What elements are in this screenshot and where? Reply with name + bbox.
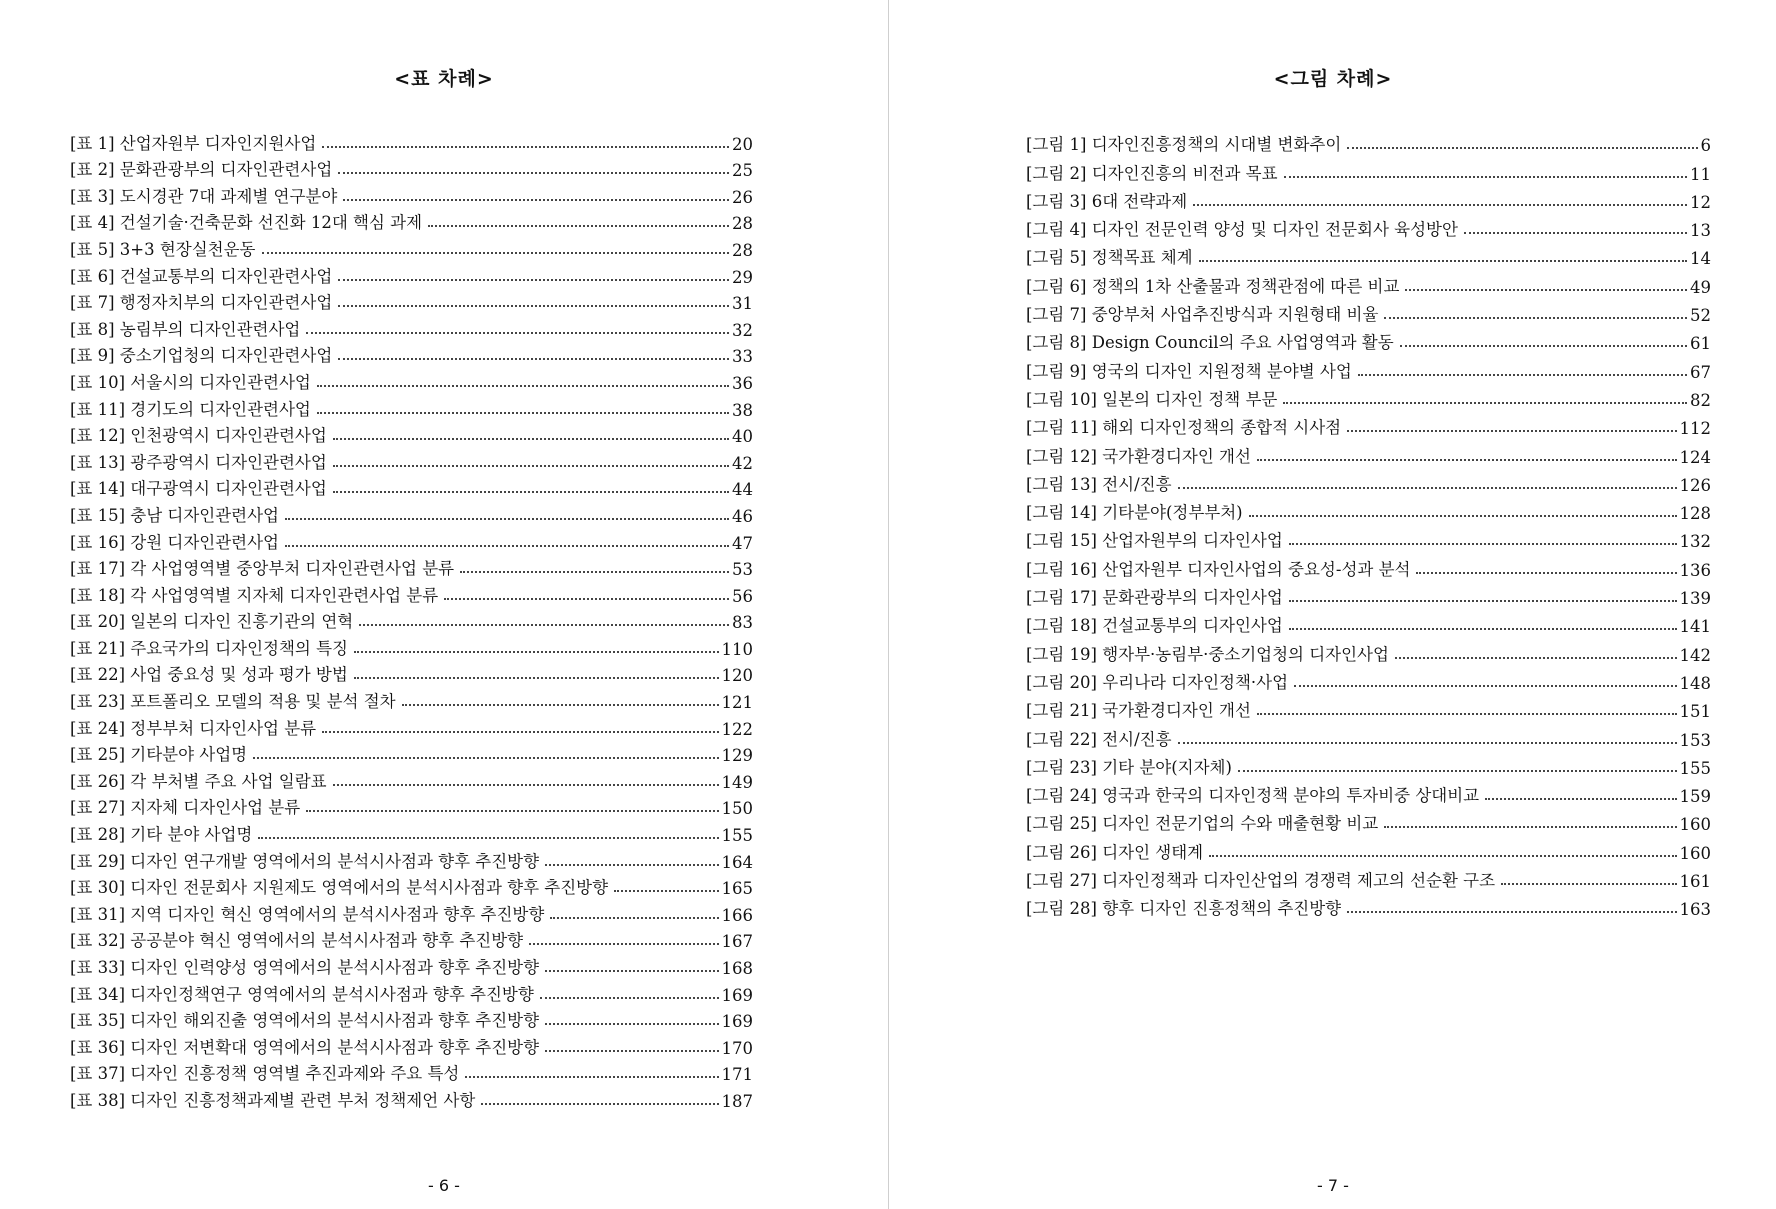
toc-entry-label: [그림 18] 건설교통부의 디자인사업 — [1026, 616, 1283, 636]
toc-entry-label: [표 33] 디자인 인력양성 영역에서의 분석시사점과 향후 추진방향 — [70, 958, 540, 977]
toc-entry-page: 121 — [721, 693, 753, 713]
toc-entry-page: 29 — [732, 267, 753, 287]
toc-entry-page: 171 — [721, 1065, 753, 1085]
toc-entry-label: [그림 17] 문화관광부의 디자인사업 — [1026, 588, 1283, 608]
toc-entry — [70, 420, 753, 447]
toc-entry — [1026, 608, 1711, 636]
dot-leader — [550, 917, 718, 919]
toc-entry-label: [표 5] 3+3 현장실천운동 — [70, 239, 256, 259]
toc-entry — [70, 154, 753, 181]
toc-entry — [1026, 467, 1711, 495]
toc-entry — [70, 366, 753, 393]
toc-entry-label: [표 32] 공공분야 혁신 영역에서의 분석시사점과 향후 추진방향 — [70, 931, 524, 951]
dot-leader — [306, 810, 718, 812]
toc-entry-label: [그림 7] 중앙부처 사업추진방식과 지원형태 비율 — [1026, 305, 1379, 325]
toc-entry-page: 20 — [732, 134, 753, 154]
toc-entry — [70, 233, 753, 260]
toc-entry-label: [그림 4] 디자인 전문인력 양성 및 디자인 전문회사 육성방안 — [1026, 220, 1458, 240]
toc-entry-page: 167 — [721, 932, 753, 952]
toc-entry — [1026, 212, 1711, 240]
dot-leader — [1289, 543, 1677, 545]
dot-leader — [529, 943, 718, 945]
toc-entry-label: [그림 28] 향후 디자인 진흥정책의 추진방향 — [1026, 899, 1342, 919]
dot-leader — [1395, 657, 1677, 659]
toc-entry — [70, 313, 753, 340]
dot-leader — [322, 731, 718, 733]
dot-leader — [545, 970, 718, 972]
toc-entry-label: [표 14] 대구광역시 디자인관련사업 — [70, 479, 327, 499]
dot-leader — [1501, 883, 1676, 885]
toc-entry — [1026, 495, 1711, 523]
dot-leader — [1249, 515, 1677, 517]
toc-entry-page: 42 — [732, 453, 753, 473]
toc-entry — [70, 579, 753, 606]
toc-entry — [1026, 806, 1711, 834]
toc-entry-page: 32 — [732, 320, 753, 340]
toc-entry-label: [표 20] 일본의 디자인 진흥기관의 연혁 — [70, 612, 354, 632]
toc-entry-label: [표 3] 도시경관 7대 과제별 연구분야 — [70, 186, 338, 206]
toc-entry-page: 25 — [732, 161, 753, 181]
dot-leader — [1405, 289, 1687, 291]
toc-entry-page: 155 — [721, 826, 753, 846]
toc-entry-label: [표 29] 디자인 연구개발 영역에서의 분석시사점과 향후 추진방향 — [70, 851, 540, 871]
toc-entry-label: [표 7] 행정자치부의 디자인관련사업 — [70, 293, 333, 313]
toc-entry-page: 151 — [1679, 702, 1711, 722]
toc-entry-label: [그림 5] 정책목표 체계 — [1026, 248, 1193, 268]
toc-entry — [1026, 863, 1711, 891]
toc-entry-label: [그림 9] 영국의 디자인 지원정책 분야별 사업 — [1026, 361, 1352, 381]
toc-entry-page: 168 — [721, 959, 753, 978]
toc-entry-label: [표 21] 주요국가의 디자인정책의 특징 — [70, 638, 348, 658]
toc-entry — [70, 393, 753, 420]
toc-entry — [1026, 382, 1711, 410]
toc-entry-page: 160 — [1679, 843, 1711, 863]
toc-entry-page: 82 — [1690, 390, 1711, 410]
toc-entry-label: [표 38] 디자인 진흥정책과제별 관련 부처 정책제언 사항 — [70, 1090, 476, 1110]
toc-entry-label: [표 30] 디자인 전문회사 지원제도 영역에서의 분석시사점과 향후 추진방향 — [70, 878, 609, 898]
toc-entry-label: [표 24] 정부부처 디자인사업 분류 — [70, 718, 317, 738]
toc-entry-page: 49 — [1690, 277, 1711, 297]
page-title: <표 차례> — [394, 68, 494, 90]
toc-entry-label: [표 2] 문화관광부의 디자인관련사업 — [70, 160, 333, 180]
toc-entry-page: 142 — [1679, 645, 1711, 665]
toc-entry-page: 53 — [732, 560, 753, 580]
toc-entry-page: 153 — [1679, 730, 1711, 750]
toc-entry-page: 128 — [1679, 504, 1711, 524]
toc-entry-page: 132 — [1679, 532, 1711, 552]
toc-entry-page: 31 — [732, 294, 753, 314]
toc-entry — [70, 180, 753, 207]
toc-entry-label: [표 6] 건설교통부의 디자인관련사업 — [70, 266, 333, 286]
toc-entry-label: [그림 27] 디자인정책과 디자인산업의 경쟁력 제고의 선순환 구조 — [1026, 871, 1496, 891]
toc-entry — [1026, 184, 1711, 212]
toc-entry-label: [표 31] 지역 디자인 혁신 영역에서의 분석시사점과 향후 추진방향 — [70, 904, 545, 924]
dot-leader — [1257, 459, 1677, 461]
toc-entry-label: [표 22] 사업 중요성 및 성과 평가 방법 — [70, 665, 348, 685]
toc-entry-page: 110 — [721, 639, 753, 659]
toc-entry — [1026, 580, 1711, 608]
toc-entry — [1026, 240, 1711, 268]
toc-entry — [70, 765, 753, 792]
toc-entry-page: 67 — [1690, 362, 1711, 382]
dot-leader — [322, 146, 729, 148]
dot-leader — [1347, 430, 1676, 432]
toc-entry — [1026, 297, 1711, 325]
toc-entry-label: [표 4] 건설기술·건축문화 선진화 12대 핵심 과제 — [70, 213, 423, 233]
dot-leader — [338, 172, 729, 174]
toc-entry — [70, 659, 753, 686]
toc-entry — [1026, 438, 1711, 466]
dot-leader — [333, 491, 729, 493]
toc-entry-page: 112 — [1679, 419, 1711, 439]
toc-entry — [70, 845, 753, 872]
toc-entry — [70, 260, 753, 287]
toc-entry — [70, 499, 753, 526]
toc-entry — [70, 1058, 753, 1085]
toc-entry-label: [그림 1] 디자인진흥정책의 시대별 변화추이 — [1026, 135, 1342, 155]
toc-entry-page: 13 — [1690, 221, 1711, 241]
toc-entry — [1026, 636, 1711, 664]
toc-entry-label: [그림 26] 디자인 생태계 — [1026, 842, 1204, 862]
dot-leader — [1193, 204, 1687, 206]
dot-leader — [1257, 713, 1677, 715]
dot-leader — [1238, 770, 1677, 772]
toc-entry-page: 124 — [1679, 447, 1711, 467]
toc-entry-label: [그림 22] 전시/진흥 — [1026, 729, 1172, 749]
dot-leader — [338, 358, 729, 360]
toc-entry-page: 33 — [732, 347, 753, 367]
dot-leader — [1485, 798, 1676, 800]
toc-entry — [70, 1031, 753, 1058]
toc-entry-label: [그림 3] 6대 전략과제 — [1026, 191, 1188, 211]
toc-entry-label: [표 16] 강원 디자인관련사업 — [70, 532, 279, 552]
toc-entry — [1026, 665, 1711, 693]
toc-entry-page: 170 — [721, 1038, 753, 1058]
toc-entry — [70, 473, 753, 500]
toc-entry-label: [그림 25] 디자인 전문기업의 수와 매출현황 비교 — [1026, 814, 1379, 834]
toc-entry — [70, 792, 753, 819]
toc-entry — [70, 951, 753, 978]
toc-entry-page: 44 — [732, 480, 753, 500]
toc-entry-label: [그림 14] 기타분야(정부부처) — [1026, 503, 1243, 523]
toc-entry-page: 28 — [732, 240, 753, 260]
dot-leader — [359, 624, 729, 626]
toc-entry-page: 38 — [732, 400, 753, 420]
toc-entry — [1026, 750, 1711, 778]
toc-entry — [70, 207, 753, 234]
toc-entry — [70, 818, 753, 845]
toc-entry — [70, 287, 753, 314]
toc-entry-page: 120 — [721, 666, 753, 686]
toc-entry — [1026, 127, 1711, 155]
dot-leader — [1284, 176, 1687, 178]
dot-leader — [333, 438, 729, 440]
table-of-figures-page — [890, 0, 1776, 1209]
dot-leader — [1384, 317, 1687, 319]
toc-entry-label: [표 12] 인천광역시 디자인관련사업 — [70, 426, 327, 446]
toc-entry — [70, 446, 753, 473]
toc-entry-page: 14 — [1690, 249, 1711, 269]
toc-entry-label: [표 37] 디자인 진흥정책 영역별 추진과제와 주요 특성 — [70, 1064, 460, 1084]
dot-leader — [253, 757, 718, 759]
dot-leader — [540, 997, 719, 999]
toc-entry-label: [표 10] 서울시의 디자인관련사업 — [70, 372, 311, 392]
dot-leader — [614, 890, 718, 892]
dot-leader — [444, 598, 729, 600]
toc-entry-label: [표 13] 광주광역시 디자인관련사업 — [70, 452, 327, 472]
toc-entry-page: 187 — [721, 1091, 753, 1111]
toc-entry-page: 11 — [1690, 164, 1711, 184]
dot-leader — [1347, 147, 1697, 149]
toc-entry-page: 61 — [1690, 334, 1711, 354]
toc-entry — [1026, 891, 1711, 919]
toc-entry-label: [표 8] 농림부의 디자인관련사업 — [70, 319, 301, 339]
dot-leader — [1178, 487, 1677, 489]
toc-entry-label: [그림 8] Design Council의 주요 사업영역과 활동 — [1026, 333, 1394, 353]
toc-entry-page: 26 — [732, 187, 753, 207]
toc-entry — [1026, 268, 1711, 296]
toc-entry — [70, 925, 753, 952]
toc-entry — [1026, 693, 1711, 721]
toc-entry-label: [그림 13] 전시/진흥 — [1026, 474, 1172, 494]
toc-entry-label: [그림 2] 디자인진흥의 비전과 목표 — [1026, 163, 1278, 183]
toc-entry — [70, 1005, 753, 1032]
page-number: - 6 - — [428, 1176, 460, 1195]
toc-entry — [1026, 325, 1711, 353]
dot-leader — [317, 412, 729, 414]
dot-leader — [1289, 628, 1677, 630]
toc-entry-page: 160 — [1679, 815, 1711, 835]
toc-entry-label: [표 18] 각 사업영역별 지자체 디자인관련사업 분류 — [70, 585, 439, 605]
toc-entry — [1026, 155, 1711, 183]
dot-leader — [1294, 685, 1676, 687]
toc-entry-page: 83 — [732, 613, 753, 633]
toc-entry-page: 141 — [1679, 617, 1711, 637]
dot-leader — [1400, 345, 1687, 347]
dot-leader — [460, 571, 729, 573]
toc-entry-label: [표 28] 기타 분야 사업명 — [70, 825, 253, 845]
dot-leader — [465, 1076, 718, 1078]
page-divider — [888, 0, 889, 1209]
toc-entry-page: 149 — [721, 772, 753, 792]
toc-entry-page: 139 — [1679, 589, 1711, 609]
toc-entry-label: [표 15] 충남 디자인관련사업 — [70, 505, 279, 525]
toc-entry-label: [표 11] 경기도의 디자인관련사업 — [70, 399, 311, 419]
dot-leader — [285, 518, 729, 520]
figure-list — [1026, 127, 1711, 919]
toc-entry-page: 6 — [1700, 136, 1711, 156]
toc-entry-label: [그림 11] 해외 디자인정책의 종합적 시사점 — [1026, 418, 1342, 438]
toc-entry-label: [그림 12] 국가환경디자인 개선 — [1026, 446, 1251, 466]
toc-entry-page: 161 — [1679, 872, 1711, 892]
toc-entry — [1026, 551, 1711, 579]
toc-entry — [70, 685, 753, 712]
toc-entry-label: [그림 20] 우리나라 디자인정책·사업 — [1026, 672, 1289, 692]
dot-leader — [1178, 742, 1677, 744]
toc-entry — [70, 898, 753, 925]
dot-leader — [354, 677, 719, 679]
toc-entry — [1026, 523, 1711, 551]
toc-entry-label: [그림 16] 산업자원부 디자인사업의 중요성-성과 분석 — [1026, 559, 1411, 579]
toc-entry-page: 12 — [1690, 192, 1711, 212]
dot-leader — [1416, 572, 1676, 574]
dot-leader — [402, 704, 719, 706]
dot-leader — [338, 305, 729, 307]
dot-leader — [338, 279, 729, 281]
dot-leader — [1283, 402, 1687, 404]
toc-entry-label: [표 34] 디자인정책연구 영역에서의 분석시사점과 향후 추진방향 — [70, 984, 534, 1004]
dot-leader — [285, 545, 729, 547]
toc-entry — [70, 872, 753, 899]
dot-leader — [545, 1050, 718, 1052]
toc-entry-page: 159 — [1679, 787, 1711, 807]
toc-entry — [70, 127, 753, 154]
dot-leader — [258, 837, 718, 839]
toc-entry-label: [그림 15] 산업자원부의 디자인사업 — [1026, 531, 1283, 551]
toc-entry-page: 169 — [721, 985, 753, 1005]
dot-leader — [545, 1023, 718, 1025]
dot-leader — [333, 784, 719, 786]
toc-entry — [1026, 778, 1711, 806]
toc-entry — [70, 1084, 753, 1111]
toc-entry — [70, 632, 753, 659]
toc-entry — [1026, 834, 1711, 862]
toc-entry-page: 129 — [721, 746, 753, 766]
dot-leader — [1347, 911, 1676, 913]
toc-entry — [70, 553, 753, 580]
dot-leader — [1384, 826, 1676, 828]
toc-entry-page: 46 — [732, 506, 753, 526]
dot-leader — [481, 1103, 718, 1105]
dot-leader — [1209, 855, 1676, 857]
dot-leader — [306, 332, 729, 334]
toc-entry-page: 148 — [1679, 673, 1711, 693]
toc-entry-page: 169 — [721, 1012, 753, 1032]
dot-leader — [317, 385, 729, 387]
dot-leader — [1464, 232, 1687, 234]
toc-entry-label: [표 1] 산업자원부 디자인지원사업 — [70, 133, 317, 153]
toc-entry — [1026, 721, 1711, 749]
toc-entry-label: [표 26] 각 부처별 주요 사업 일람표 — [70, 771, 327, 791]
toc-entry-page: 47 — [732, 533, 753, 553]
toc-entry — [70, 526, 753, 553]
toc-entry-page: 155 — [1679, 758, 1711, 778]
toc-entry-page: 166 — [721, 905, 753, 925]
toc-entry-page: 36 — [732, 373, 753, 393]
dot-leader — [1358, 374, 1687, 376]
table-list — [70, 127, 753, 1111]
toc-entry — [70, 712, 753, 739]
toc-entry-page: 56 — [732, 586, 753, 606]
toc-entry-page: 40 — [732, 427, 753, 447]
toc-entry-label: [표 25] 기타분야 사업명 — [70, 745, 248, 765]
toc-entry-page: 126 — [1679, 475, 1711, 495]
toc-entry-label: [표 23] 포트폴리오 모델의 적용 및 분석 절차 — [70, 692, 396, 712]
dot-leader — [428, 225, 729, 227]
dot-leader — [343, 199, 729, 201]
dot-leader — [354, 651, 719, 653]
toc-entry — [70, 606, 753, 633]
page-number: - 7 - — [1317, 1176, 1349, 1195]
toc-entry-page: 164 — [721, 852, 753, 872]
toc-entry-label: [표 36] 디자인 저변확대 영역에서의 분석시사점과 향후 추진방향 — [70, 1037, 540, 1057]
toc-entry-page: 165 — [721, 879, 753, 899]
toc-entry-page: 122 — [721, 719, 753, 739]
toc-entry-label: [그림 19] 행자부·농림부·중소기업청의 디자인사업 — [1026, 644, 1389, 664]
toc-entry — [1026, 410, 1711, 438]
page-title: <그림 차례> — [1273, 68, 1393, 90]
toc-entry — [1026, 353, 1711, 381]
toc-entry-label: [그림 6] 정책의 1차 산출물과 정책관점에 따른 비교 — [1026, 276, 1400, 296]
toc-entry-label: [표 27] 지자체 디자인사업 분류 — [70, 798, 301, 818]
toc-entry-page: 52 — [1690, 306, 1711, 326]
toc-entry — [70, 739, 753, 766]
toc-entry — [70, 978, 753, 1005]
dot-leader — [1289, 600, 1677, 602]
toc-entry-label: [그림 21] 국가환경디자인 개선 — [1026, 701, 1251, 721]
toc-entry-page: 150 — [721, 799, 753, 819]
dot-leader — [333, 465, 729, 467]
toc-entry-label: [그림 10] 일본의 디자인 정책 부문 — [1026, 389, 1278, 409]
toc-entry-label: [표 9] 중소기업청의 디자인관련사업 — [70, 346, 333, 366]
toc-entry-page: 136 — [1679, 560, 1711, 580]
toc-entry-page: 28 — [732, 214, 753, 234]
dot-leader — [262, 252, 729, 254]
dot-leader — [1199, 260, 1687, 262]
toc-entry-label: [그림 23] 기타 분야(지자체) — [1026, 757, 1232, 777]
toc-entry — [70, 340, 753, 367]
dot-leader — [545, 864, 718, 866]
toc-entry-label: [표 35] 디자인 해외진출 영역에서의 분석시사점과 향후 추진방향 — [70, 1011, 540, 1031]
toc-entry-page: 163 — [1679, 900, 1711, 920]
toc-entry-label: [표 17] 각 사업영역별 중앙부처 디자인관련사업 분류 — [70, 559, 455, 579]
toc-entry-label: [그림 24] 영국과 한국의 디자인정책 분야의 투자비중 상대비교 — [1026, 786, 1480, 806]
